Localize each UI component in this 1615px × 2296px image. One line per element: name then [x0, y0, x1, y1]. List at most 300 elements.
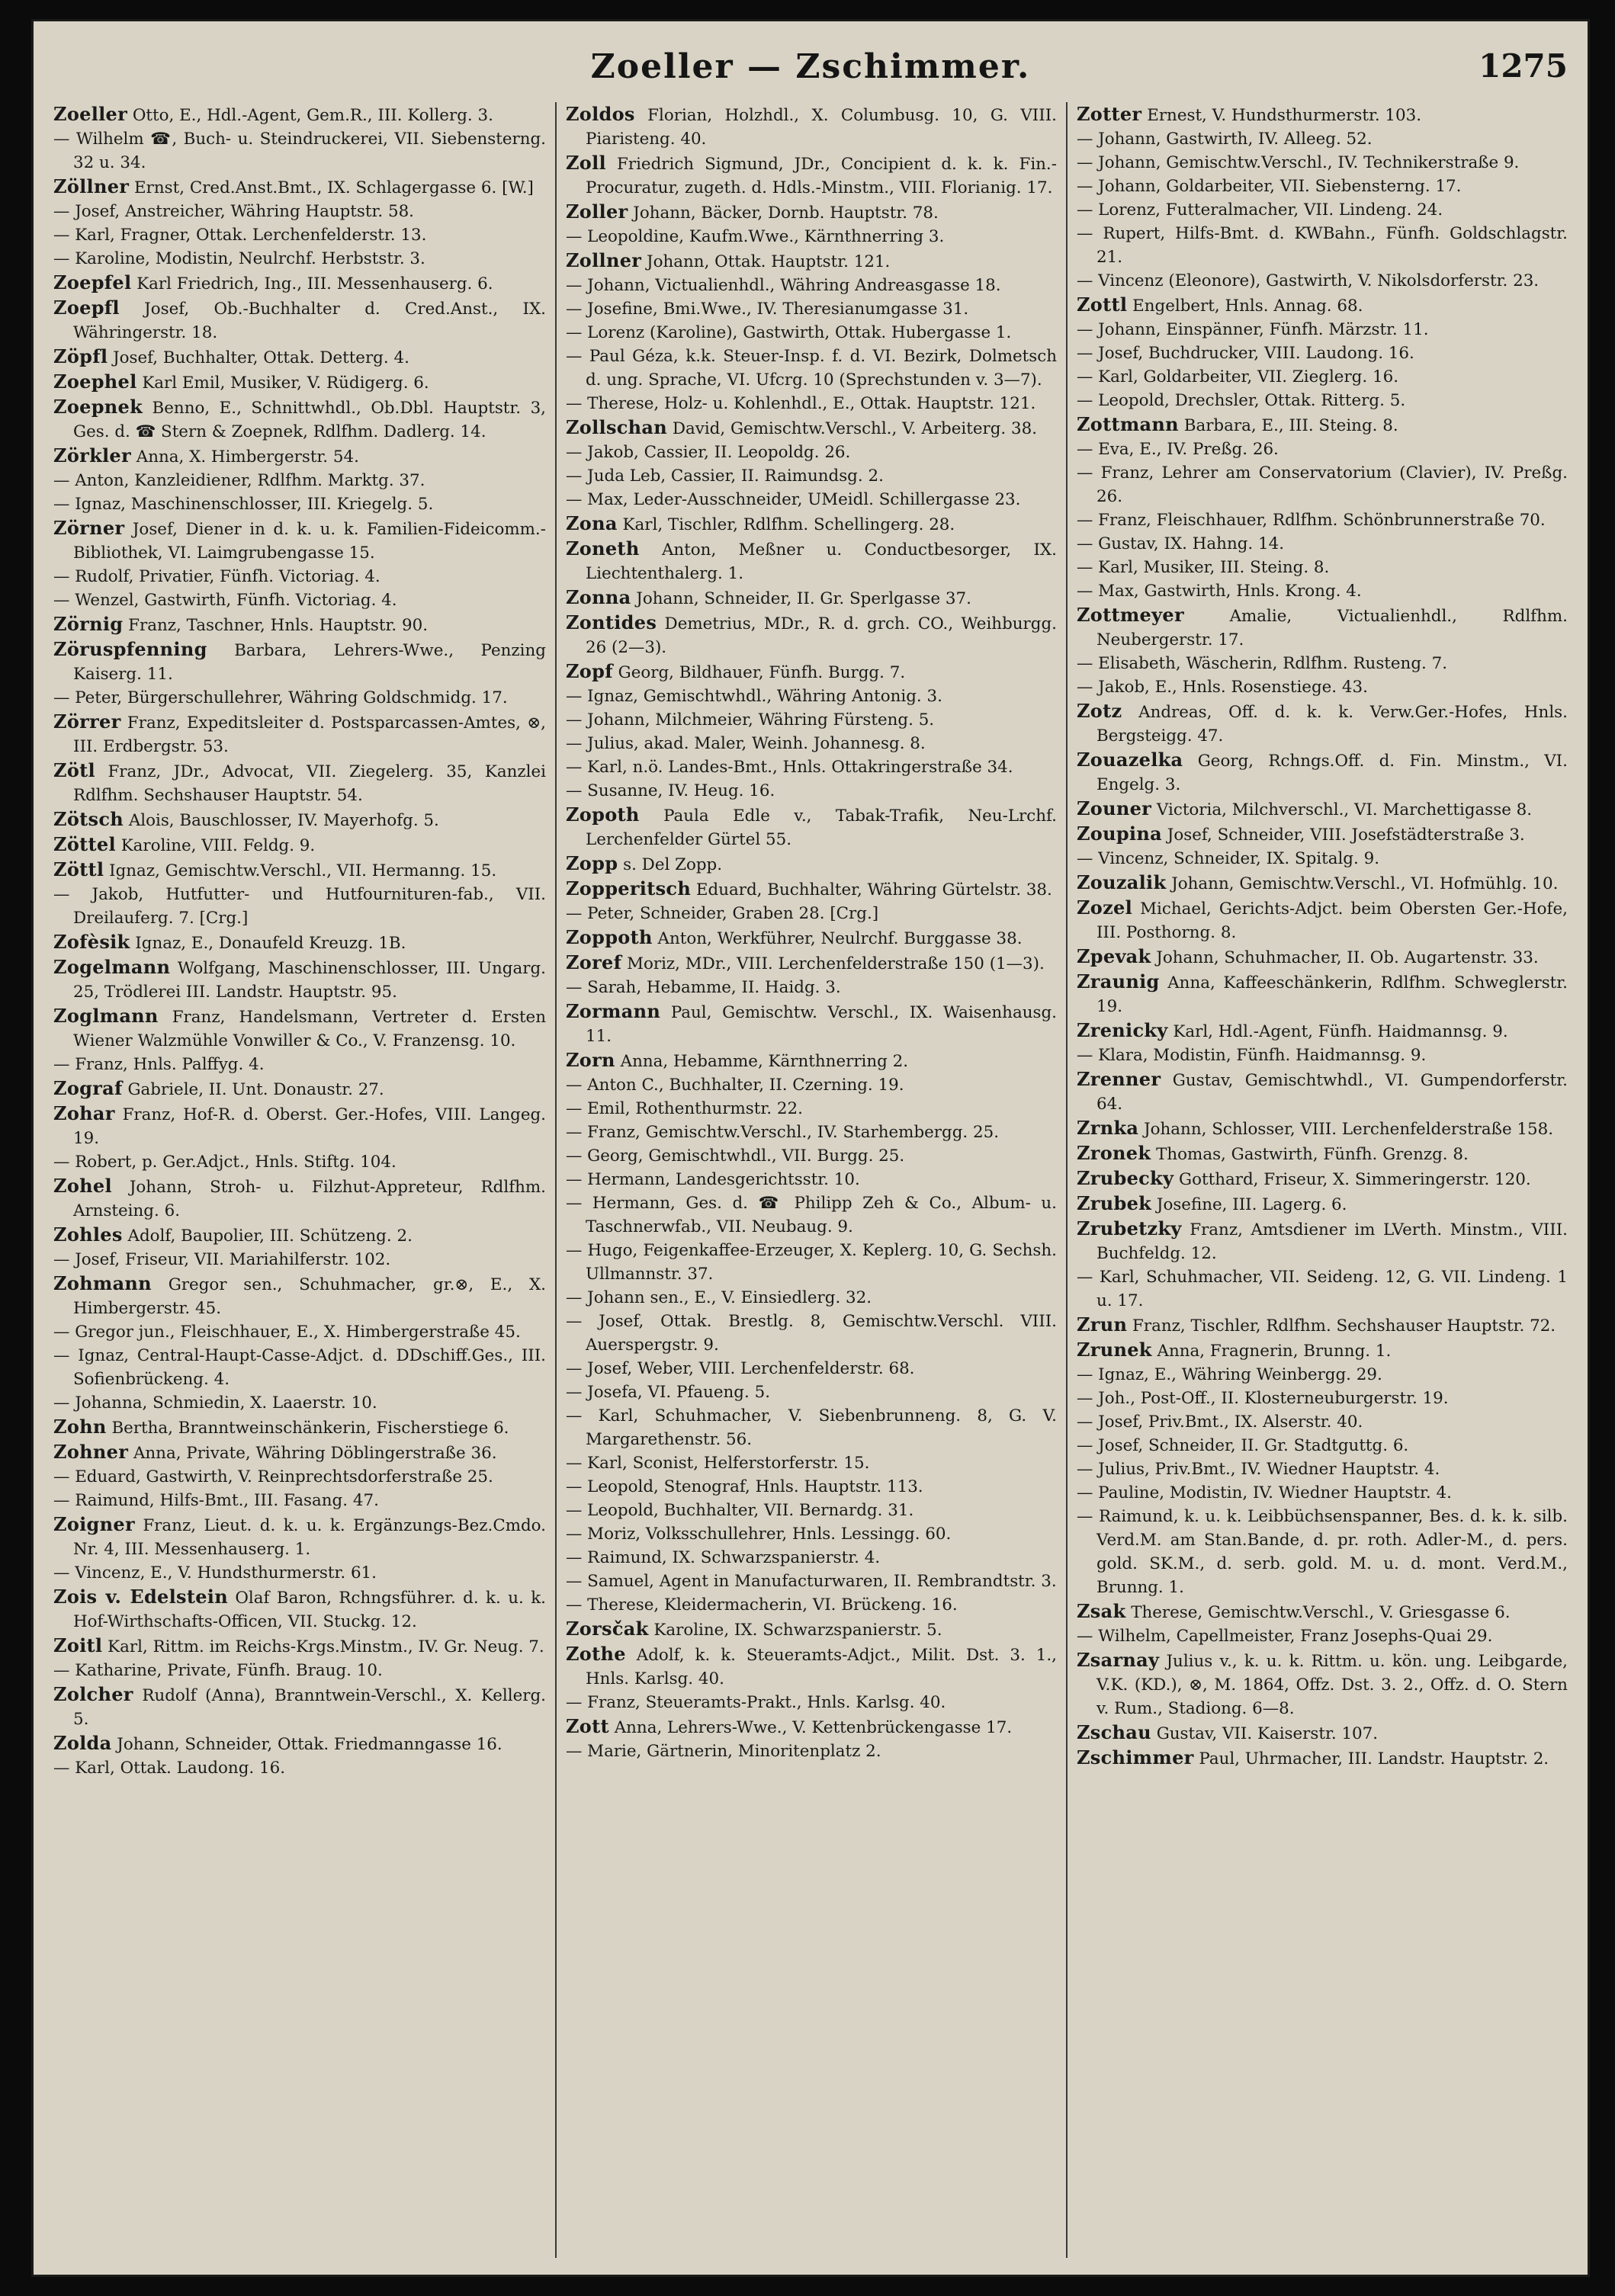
entry-text: — Franz, Gemischtw.Verschl., IV. Starhembergg. 25.	[565, 1123, 1000, 1142]
entry-text: — Raimund, IX. Schwarzspanierstr. 4.	[565, 1548, 881, 1567]
entry-text: Anna, Fragnerin, Brunng. 1.	[1157, 1342, 1392, 1361]
directory-entry	[1077, 970, 1568, 1018]
directory-entry	[1077, 847, 1568, 871]
directory-entry	[53, 1076, 546, 1102]
directory-entry	[566, 1191, 1057, 1239]
entry-surname: Zoepfel	[53, 271, 132, 293]
directory-entry	[1077, 461, 1568, 508]
entry-surname: Zrnka	[1076, 1117, 1139, 1139]
directory-entry	[53, 1271, 546, 1320]
directory-entry	[53, 370, 546, 395]
directory-entry	[566, 1499, 1057, 1522]
entry-surname: Zopperitsch	[565, 877, 692, 899]
entry-text: — Raimund, k. u. k. Leibbüchsenspanner, Bes. d. k. k. silb. Verd.M. am Stan.Bande, d. pr. roth. Adler-M., d. pers. gold. SK.M., d. serb. gold. M. u. d. mont. Verd.M., Brunng. 1.	[1076, 1507, 1568, 1597]
directory-entry	[1077, 175, 1568, 198]
directory-entry	[1077, 1720, 1568, 1746]
entry-text: — Lorenz, Futteralmacher, VII. Lindeng. 24.	[1076, 200, 1443, 220]
directory-entry	[566, 708, 1057, 732]
entry-text: — Johann sen., E., V. Einsiedlerg. 32.	[565, 1288, 872, 1307]
entry-surname: Zrubek	[1076, 1192, 1152, 1214]
directory-entry	[53, 758, 546, 807]
entry-surname: Zörner	[53, 517, 125, 539]
directory-entry	[53, 1102, 546, 1150]
entry-text: Karl Emil, Musiker, V. Rüdigerg. 6.	[142, 374, 429, 393]
entry-text: — Jakob, Hutfutter- und Hutfournituren-fab., VII. Dreilauferg. 7. [Crg.]	[53, 885, 546, 928]
entry-surname: Zohles	[53, 1223, 123, 1246]
entry-text: — Karl, Ottak. Laudong. 16.	[53, 1759, 286, 1778]
entry-text: Adolf, Baupolier, III. Schützeng. 2.	[127, 1227, 413, 1246]
entry-surname: Zohel	[53, 1175, 112, 1197]
entry-text: — Josef, Weber, VIII. Lerchenfelderstr. 68.	[565, 1359, 915, 1378]
directory-entry	[53, 612, 546, 637]
entry-text: Anton, Werkführer, Neulrchf. Burggasse 38.	[657, 929, 1023, 948]
directory-entry	[566, 1546, 1057, 1570]
entry-text: Paul, Gemischtw. Verschl., IX. Waisenhausg. 11.	[585, 1003, 1057, 1046]
directory-entry	[1077, 652, 1568, 675]
entry-surname: Zörrer	[53, 710, 121, 733]
directory-entry	[1077, 342, 1568, 365]
entry-surname: Zouazelka	[1076, 749, 1183, 771]
entry-text: — Johann, Goldarbeiter, VII. Siebensterng. 17.	[1076, 177, 1462, 196]
entry-text: Gabriele, II. Unt. Donaustr. 27.	[127, 1080, 384, 1099]
directory-entry	[566, 1617, 1057, 1642]
entry-text: Paul, Uhrmacher, III. Landstr. Hauptstr. 2.	[1199, 1749, 1549, 1768]
entry-text: — Karoline, Modistin, Neulrchf. Herbststr. 3.	[53, 249, 425, 268]
directory-entry	[566, 441, 1057, 464]
directory-entry	[566, 803, 1057, 851]
directory-page	[34, 21, 1588, 2275]
entry-surname: Zotz	[1076, 700, 1122, 722]
entry-text: — Anton C., Buchhalter, II. Czerning. 19.	[565, 1076, 904, 1095]
entry-text: — Johann, Einspänner, Fünfh. Märzstr. 11.	[1076, 320, 1429, 339]
entry-surname: Zoller	[565, 200, 628, 223]
entry-text: Johann, Gemischtw.Verschl., VI. Hofmühlg. 10.	[1171, 874, 1559, 893]
directory-entry	[53, 516, 546, 565]
entry-text: — Josef, Anstreicher, Währing Hauptstr. 58.	[53, 202, 414, 221]
directory-entry	[1077, 151, 1568, 175]
entry-surname: Zoref	[565, 951, 622, 973]
directory-entry	[53, 1150, 546, 1174]
column-1	[44, 102, 555, 2258]
directory-entry	[53, 1248, 546, 1271]
entry-text: — Vincenz (Eleonore), Gastwirth, V. Nikolsdorferstr. 23.	[1076, 271, 1540, 290]
directory-entry	[566, 1593, 1057, 1617]
entry-text: s. Del Zopp.	[623, 855, 723, 874]
directory-entry	[53, 883, 546, 930]
directory-entry	[53, 588, 546, 612]
entry-text: Gustav, Gemischtwhdl., VI. Gumpendorferstr. 64.	[1096, 1071, 1568, 1114]
entry-surname: Zötsch	[53, 808, 124, 830]
entry-surname: Zpevak	[1076, 945, 1151, 967]
directory-entry	[53, 1440, 546, 1465]
entry-text: Barbara, E., III. Steing. 8.	[1183, 416, 1398, 435]
entry-text: Barbara, Lehrers-Wwe., Penzing Kaiserg. 11.	[73, 641, 546, 684]
entry-text: — Franz, Steueramts-Prakt., Hnls. Karlsg. 40.	[565, 1693, 946, 1712]
directory-entry	[1077, 127, 1568, 151]
entry-text: — Johann, Gastwirth, IV. Alleeg. 52.	[1076, 130, 1373, 149]
entry-surname: Zoldos	[565, 103, 635, 125]
entry-text: — Eduard, Gastwirth, V. Reinprechtsdorferstraße 25.	[53, 1467, 493, 1486]
entry-text: — Johanna, Schmiedin, X. Laaerstr. 10.	[53, 1393, 377, 1413]
directory-entry	[566, 925, 1057, 951]
entry-text: Anna, Private, Währing Döblingerstraße 36.	[133, 1444, 497, 1463]
entry-surname: Zöttel	[53, 833, 116, 855]
directory-entry	[566, 225, 1057, 249]
entry-surname: Zoll	[565, 152, 606, 174]
directory-entry	[53, 637, 546, 686]
entry-surname: Zoupina	[1076, 823, 1162, 845]
directory-entry	[566, 659, 1057, 685]
entry-text: Adolf, k. k. Steueramts-Adjct., Milit. Dst. 3. 1., Hnls. Karlsg. 40.	[585, 1646, 1057, 1688]
entry-text: Karl, Tischler, Rdlfhm. Schellingerg. 28.	[622, 515, 955, 534]
directory-entry	[53, 223, 546, 247]
entry-text: — Josef, Schneider, II. Gr. Stadtguttg. 6.	[1076, 1436, 1409, 1455]
directory-entry	[1077, 896, 1568, 944]
directory-entry	[53, 1004, 546, 1053]
directory-entry	[566, 755, 1057, 779]
directory-entry	[53, 686, 546, 710]
entry-text: — Susanne, IV. Heug. 16.	[565, 781, 775, 800]
entry-text: — Julius, akad. Maler, Weinh. Johannesg. 8.	[565, 734, 926, 753]
directory-entry	[53, 175, 546, 200]
entry-surname: Zopf	[565, 660, 613, 682]
directory-entry	[1077, 1191, 1568, 1217]
entry-text: — Josef, Priv.Bmt., IX. Alserstr. 40.	[1076, 1413, 1363, 1432]
directory-entry	[53, 1756, 546, 1780]
directory-entry	[1077, 1265, 1568, 1313]
entry-surname: Zöruspfenning	[53, 638, 207, 660]
directory-entry	[1077, 1457, 1568, 1481]
entry-surname: Zschau	[1076, 1721, 1151, 1743]
entry-text: — Franz, Lehrer am Conservatorium (Clavier), IV. Preßg. 26.	[1076, 463, 1568, 506]
directory-entry	[1077, 1505, 1568, 1599]
entry-surname: Zogelmann	[53, 956, 171, 978]
directory-entry	[1077, 222, 1568, 269]
page-header	[34, 41, 1588, 95]
directory-entry	[566, 951, 1057, 976]
directory-entry	[566, 1168, 1057, 1191]
entry-text: Franz, Hof-R. d. Oberst. Ger.-Hofes, VIII. Langeg. 19.	[73, 1105, 546, 1148]
entry-surname: Zrunek	[1076, 1339, 1152, 1361]
entry-text: Anna, Lehrers-Wwe., V. Kettenbrückengasse 17.	[614, 1718, 1013, 1737]
directory-entry	[566, 1048, 1057, 1073]
entry-text: Engelbert, Hnls. Annag. 68.	[1132, 297, 1363, 316]
entry-text: Wolfgang, Maschinenschlosser, III. Ungarg. 25, Trödlerei III. Landstr. Hauptstr. 95.	[73, 959, 546, 1002]
entry-text: Ignaz, Gemischtw.Verschl., VII. Hermanng. 15.	[109, 861, 497, 880]
entry-surname: Zöpfl	[53, 345, 108, 367]
directory-entry	[53, 1634, 546, 1659]
entry-text: David, Gemischtw.Verschl., V. Arbeiterg. 38.	[672, 419, 1038, 438]
entry-text: Johann, Schneider, II. Gr. Sperlgasse 37.	[636, 589, 971, 608]
directory-entry	[1077, 198, 1568, 222]
entry-surname: Zoitl	[53, 1634, 103, 1656]
directory-entry	[53, 271, 546, 296]
directory-entry	[1077, 1338, 1568, 1363]
directory-entry	[1077, 797, 1568, 822]
directory-entry	[53, 1415, 546, 1440]
directory-entry	[1077, 579, 1568, 603]
entry-text: — Hermann, Ges. d. ☎ Philipp Zeh & Co., Album- u. Taschnerwfab., VII. Neubaug. 9.	[565, 1194, 1057, 1236]
entry-text: — Karl, Musiker, III. Steing. 8.	[1076, 558, 1330, 577]
directory-entry	[566, 1357, 1057, 1380]
directory-entry	[566, 1097, 1057, 1121]
entry-surname: Zorn	[565, 1049, 615, 1071]
directory-entry	[566, 537, 1057, 585]
entry-text: Johann, Schuhmacher, II. Ob. Augartenstr. 33.	[1156, 948, 1539, 967]
directory-entry	[53, 1682, 546, 1731]
entry-text: Amalie, Victualienhdl., Rdlfhm. Neubergerstr. 17.	[1096, 607, 1568, 649]
directory-entry	[1077, 1599, 1568, 1624]
entry-text: Gregor sen., Schuhmacher, gr.⊗, E., X. Himbergerstr. 45.	[73, 1275, 546, 1318]
entry-text: — Leopold, Stenograf, Hnls. Hauptstr. 113.	[565, 1477, 923, 1496]
directory-entry	[53, 1344, 546, 1391]
entry-text: — Ignaz, Central-Haupt-Casse-Adjct. d. DDschiff.Ges., III. Sofienbrückeng. 4.	[53, 1346, 546, 1389]
entry-text: Therese, Gemischtw.Verschl., V. Griesgasse 6.	[1131, 1603, 1511, 1622]
directory-entry	[566, 1714, 1057, 1740]
entry-surname: Zopoth	[565, 803, 640, 826]
entry-text: Karoline, IX. Schwarzspanierstr. 5.	[653, 1621, 942, 1640]
directory-entry	[53, 1585, 546, 1634]
entry-surname: Zotter	[1076, 103, 1142, 125]
entry-text: Michael, Gerichts-Adjct. beim Obersten Ger.-Hofe, III. Posthorng. 8.	[1096, 899, 1568, 942]
directory-entry	[53, 1731, 546, 1756]
entry-text: — Max, Gastwirth, Hnls. Krong. 4.	[1076, 582, 1362, 601]
directory-entry	[53, 1053, 546, 1076]
entry-text: Karoline, VIII. Feldg. 9.	[120, 836, 316, 855]
entry-text: Rudolf (Anna), Branntwein-Verschl., X. Kellerg. 5.	[73, 1686, 546, 1729]
directory-entry	[53, 395, 546, 444]
entry-text: — Peter, Schneider, Graben 28. [Crg.]	[565, 904, 879, 923]
entry-text: — Eva, E., IV. Preßg. 26.	[1076, 440, 1279, 459]
directory-entry	[53, 955, 546, 1004]
entry-text: Benno, E., Schnittwhdl., Ob.Dbl. Hauptstr. 3, Ges. d. ☎ Stern & Zoepnek, Rdlfhm. Dadlerg. 14.	[73, 399, 546, 441]
directory-entry	[566, 488, 1057, 511]
entry-surname: Zonna	[565, 586, 631, 608]
entry-text: — Marie, Gärtnerin, Minoritenplatz 2.	[565, 1742, 881, 1761]
text-columns	[44, 102, 1577, 2258]
entry-surname: Zoglmann	[53, 1005, 159, 1027]
directory-entry	[566, 392, 1057, 415]
entry-surname: Zschimmer	[1076, 1746, 1194, 1768]
entry-surname: Zollner	[565, 249, 642, 271]
entry-text: Victoria, Milchverschl., VI. Marchettigasse 8.	[1156, 800, 1533, 819]
directory-entry	[1077, 1313, 1568, 1338]
directory-entry	[566, 851, 1057, 877]
directory-entry	[566, 321, 1057, 345]
directory-entry	[566, 585, 1057, 611]
entry-text: Franz, Expeditsleiter d. Postsparcassen-Amtes, ⊗, III. Erdbergstr. 53.	[73, 713, 546, 756]
entry-surname: Zograf	[53, 1077, 123, 1099]
entry-surname: Zohmann	[53, 1272, 152, 1294]
directory-entry	[53, 1391, 546, 1415]
directory-entry	[566, 102, 1057, 151]
directory-entry	[53, 345, 546, 370]
entry-text: — Josef, Friseur, VII. Mariahilferstr. 102.	[53, 1250, 391, 1269]
entry-text: Ernst, Cred.Anst.Bmt., IX. Schlagergasse 6. [W.]	[134, 178, 534, 197]
directory-entry	[1077, 438, 1568, 461]
entry-text: — Josef, Ottak. Brestlg. 8, Gemischtw.Verschl. VIII. Auerspergstr. 9.	[565, 1312, 1057, 1355]
entry-text: Johann, Schneider, Ottak. Friedmanngasse 16.	[117, 1735, 502, 1754]
directory-entry	[566, 1121, 1057, 1144]
directory-entry	[566, 1239, 1057, 1286]
directory-entry	[53, 127, 546, 175]
directory-entry	[1077, 1624, 1568, 1648]
entry-surname: Zrenicky	[1076, 1019, 1168, 1041]
directory-entry	[566, 345, 1057, 392]
directory-entry	[53, 1512, 546, 1561]
directory-entry	[1077, 675, 1568, 699]
entry-text: — Max, Leder-Ausschneider, UMeidl. Schillergasse 23.	[565, 490, 1021, 509]
directory-entry	[53, 1489, 546, 1512]
directory-entry	[1077, 1434, 1568, 1457]
directory-entry	[566, 415, 1057, 441]
directory-entry	[1077, 389, 1568, 412]
entry-surname: Zronek	[1076, 1142, 1151, 1164]
entry-text: — Karl, Sconist, Helferstorferstr. 15.	[565, 1454, 870, 1473]
entry-text: — Karl, Fragner, Ottak. Lerchenfelderstr. 13.	[53, 226, 427, 245]
entry-text: — Katharine, Private, Fünfh. Braug. 10.	[53, 1661, 383, 1680]
entry-surname: Zottl	[1076, 293, 1128, 316]
entry-text: — Leopoldine, Kaufm.Wwe., Kärnthnerring 3.	[565, 227, 945, 246]
entry-surname: Zoephel	[53, 370, 137, 393]
directory-entry	[1077, 1067, 1568, 1116]
directory-entry	[1077, 1217, 1568, 1265]
entry-text: — Therese, Kleidermacherin, VI. Brückeng. 16.	[565, 1595, 958, 1615]
entry-text: Anna, Kaffeeschänkerin, Rdlfhm. Schweglerstr. 19.	[1096, 973, 1568, 1016]
entry-text: Gustav, VII. Kaiserstr. 107.	[1156, 1724, 1379, 1743]
entry-surname: Zormann	[565, 1000, 661, 1022]
directory-entry	[53, 1174, 546, 1223]
directory-entry	[566, 200, 1057, 225]
entry-text: Moriz, MDr., VIII. Lerchenfelderstraße 150 (1—3).	[627, 954, 1045, 973]
entry-surname: Zrun	[1076, 1313, 1128, 1336]
entry-surname: Zolda	[53, 1732, 112, 1754]
entry-text: Franz, Lieut. d. k. u. k. Ergänzungs-Bez.Cmdo. Nr. 4, III. Messenhauserg. 1.	[73, 1516, 546, 1559]
entry-text: — Leopold, Drechsler, Ottak. Ritterg. 5.	[1076, 391, 1406, 410]
directory-entry	[566, 1475, 1057, 1499]
entry-text: — Georg, Gemischtwhdl., VII. Burgg. 25.	[565, 1146, 905, 1166]
entry-text: — Raimund, Hilfs-Bmt., III. Fasang. 47.	[53, 1491, 379, 1510]
entry-text: Karl Friedrich, Ing., III. Messenhauserg. 6.	[136, 274, 493, 293]
entry-text: Anton, Meßner u. Conductbesorger, IX. Liechtenthalerg. 1.	[585, 540, 1057, 583]
entry-text: Karl, Rittm. im Reichs-Krgs.Minstm., IV. Gr. Neug. 7.	[108, 1637, 544, 1656]
entry-surname: Zouzalik	[1076, 871, 1167, 893]
directory-entry	[53, 807, 546, 832]
directory-entry	[1077, 269, 1568, 293]
entry-surname: Zoepfl	[53, 297, 120, 319]
directory-entry	[566, 1570, 1057, 1593]
directory-entry	[1077, 1410, 1568, 1434]
entry-surname: Zois v. Edelstein	[53, 1586, 228, 1608]
entry-surname: Zöllner	[53, 175, 130, 197]
directory-entry	[53, 710, 546, 758]
entry-surname: Zott	[565, 1715, 609, 1737]
directory-entry	[1077, 556, 1568, 579]
entry-text: — Robert, p. Ger.Adjct., Hnls. Stiftg. 104.	[53, 1153, 397, 1172]
directory-entry	[566, 1451, 1057, 1475]
entry-text: Franz, Tischler, Rdlfhm. Sechshauser Hauptstr. 72.	[1132, 1316, 1556, 1336]
directory-entry	[566, 1404, 1057, 1451]
directory-entry	[566, 1642, 1057, 1691]
entry-text: Josefine, III. Lagerg. 6.	[1156, 1195, 1347, 1214]
directory-entry	[53, 1223, 546, 1248]
running-title: Zoeller — Zschimmer.	[590, 47, 1031, 86]
directory-entry	[53, 492, 546, 516]
directory-entry	[566, 732, 1057, 755]
entry-surname: Zrubecky	[1076, 1167, 1174, 1189]
directory-entry	[1077, 1166, 1568, 1191]
entry-text: Franz, Amtsdiener im LVerth. Minstm., VIII. Buchfeldg. 12.	[1096, 1220, 1568, 1263]
entry-text: Olaf Baron, Rchngsführer. d. k. u. k. Hof-Wirthschafts-Officen, VII. Stuckg. 12.	[73, 1589, 546, 1631]
entry-text: Johann, Schlosser, VIII. Lerchenfelderstraße 158.	[1144, 1120, 1554, 1139]
directory-entry	[1077, 1387, 1568, 1410]
directory-entry	[1077, 822, 1568, 847]
directory-entry	[566, 611, 1057, 659]
directory-entry	[566, 297, 1057, 321]
directory-entry	[566, 249, 1057, 274]
directory-entry	[566, 511, 1057, 537]
entry-text: Thomas, Gastwirth, Fünfh. Grenzg. 8.	[1156, 1145, 1469, 1164]
directory-entry	[566, 464, 1057, 488]
directory-entry	[53, 1561, 546, 1585]
entry-text: Josef, Schneider, VIII. Josefstädterstraße 3.	[1167, 826, 1525, 845]
column-3	[1066, 102, 1577, 2258]
directory-entry	[566, 1073, 1057, 1097]
entry-text: — Hermann, Landesgerichtsstr. 10.	[565, 1170, 860, 1189]
directory-entry	[1077, 532, 1568, 556]
entry-text: — Samuel, Agent in Manufacturwaren, II. Rembrandtstr. 3.	[565, 1572, 1057, 1591]
directory-entry	[1077, 1044, 1568, 1067]
entry-text: — Jakob, E., Hnls. Rosenstiege. 43.	[1076, 678, 1368, 697]
directory-entry	[53, 565, 546, 588]
entry-text: — Wilhelm, Capellmeister, Franz Josephs-Quai 29.	[1076, 1627, 1493, 1646]
directory-entry	[1077, 1648, 1568, 1720]
entry-surname: Zottmann	[1076, 413, 1179, 435]
entry-text: Andreas, Off. d. k. k. Verw.Ger.-Hofes, Hnls. Bergsteigg. 47.	[1096, 703, 1568, 746]
entry-text: Anna, Hebamme, Kärnthnerring 2.	[620, 1052, 909, 1071]
entry-text: Bertha, Branntweinschänkerin, Fischerstiege 6.	[111, 1419, 509, 1438]
directory-entry	[1077, 748, 1568, 797]
entry-text: — Elisabeth, Wäscherin, Rdlfhm. Rusteng. 7.	[1076, 654, 1448, 673]
entry-text: — Leopold, Buchhalter, VII. Bernardg. 31.	[565, 1501, 914, 1520]
entry-text: — Joh., Post-Off., II. Klosterneuburgerstr. 19.	[1076, 1389, 1449, 1408]
directory-entry	[1077, 1363, 1568, 1387]
directory-entry	[1077, 603, 1568, 652]
page-number: 1275	[1479, 47, 1568, 85]
entry-text: — Ignaz, Maschinenschlosser, III. Kriegelg. 5.	[53, 495, 434, 514]
entry-text: Josef, Diener in d. k. u. k. Familien-Fideicomm.-Bibliothek, VI. Laimgrubengasse 15.	[73, 520, 546, 563]
entry-text: — Ignaz, E., Währing Weinbergg. 29.	[1076, 1365, 1382, 1384]
entry-text: — Wenzel, Gastwirth, Fünfh. Victoriag. 4.	[53, 591, 397, 610]
directory-entry	[1077, 318, 1568, 342]
entry-text: Franz, Handelsmann, Vertreter d. Ersten Wiener Walzmühle Vonwiller & Co., V. Franzensg. 10.	[73, 1008, 546, 1050]
directory-entry	[1077, 293, 1568, 318]
entry-text: — Peter, Bürgerschullehrer, Währing Goldschmidg. 17.	[53, 688, 508, 707]
entry-surname: Zoppoth	[565, 926, 653, 948]
directory-entry	[1077, 699, 1568, 748]
entry-text: — Pauline, Modistin, IV. Wiedner Hauptstr. 4.	[1076, 1483, 1452, 1502]
entry-surname: Zorsčak	[565, 1618, 649, 1640]
entry-text: — Rudolf, Privatier, Fünfh. Victoriag. 4.	[53, 567, 380, 586]
entry-text: Ernest, V. Hundsthurmerstr. 103.	[1147, 106, 1422, 125]
entry-surname: Zsak	[1076, 1600, 1126, 1622]
directory-entry	[566, 976, 1057, 999]
directory-entry	[53, 858, 546, 883]
entry-text: Georg, Rchngs.Off. d. Fin. Minstm., VI. Engelg. 3.	[1096, 752, 1568, 794]
directory-entry	[1077, 1746, 1568, 1771]
directory-entry	[53, 247, 546, 271]
entry-surname: Zolcher	[53, 1683, 133, 1705]
